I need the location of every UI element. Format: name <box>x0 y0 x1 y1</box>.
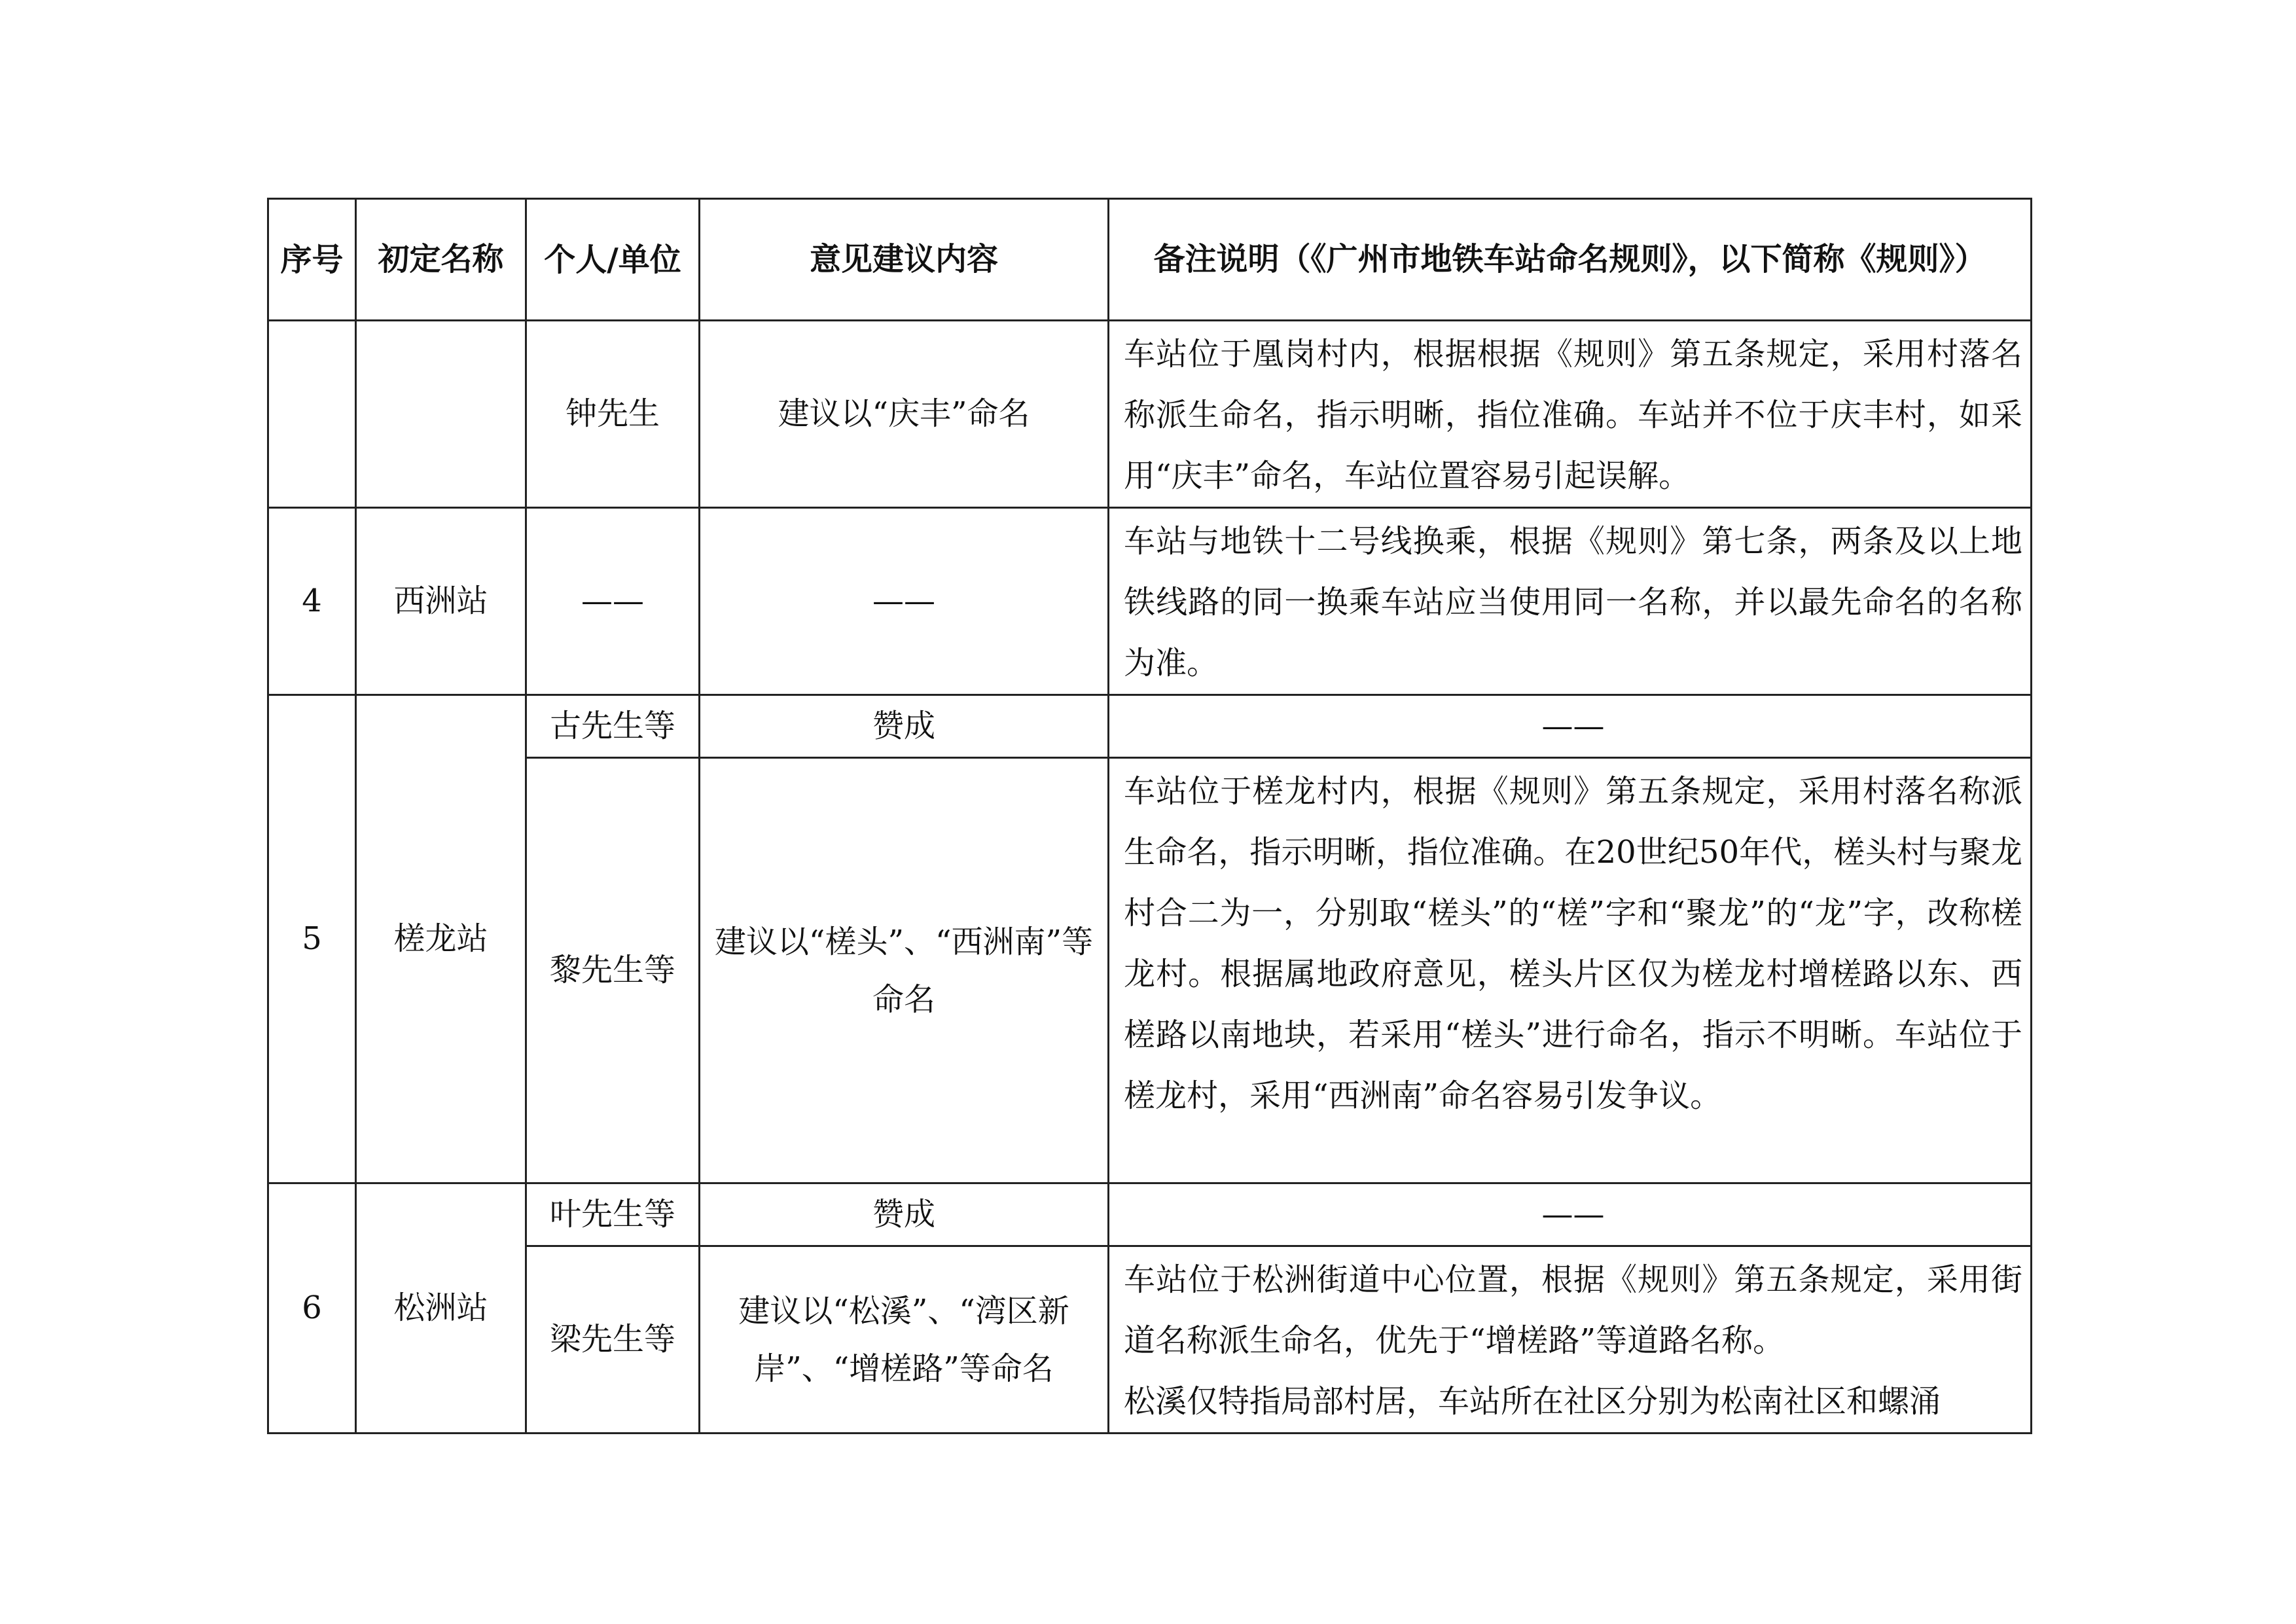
row-name: 西洲站 <box>356 508 526 695</box>
header-opinion: 意见建议内容 <box>700 199 1109 321</box>
row-remark: —— <box>1109 695 2032 758</box>
row-opinion: 建议以“松溪”、“湾区新岸”、“增槎路”等命名 <box>700 1246 1109 1434</box>
row-seq: 5 <box>268 695 356 1183</box>
header-person: 个人/单位 <box>526 199 700 321</box>
table-row <box>268 321 2032 508</box>
header-remark: 备注说明（《广州市地铁车站命名规则》，以下简称《规则》） <box>1109 199 2032 321</box>
row-name: 槎龙站 <box>356 695 526 1183</box>
row-seq: 4 <box>268 508 356 695</box>
row-person: 叶先生等 <box>526 1183 700 1246</box>
row-opinion: 建议以“槎头”、“西洲南”等命名 <box>700 758 1109 1183</box>
header-seq: 序号 <box>268 199 356 321</box>
row-name <box>356 321 526 508</box>
row-person: 古先生等 <box>526 695 700 758</box>
row-person: 钟先生 <box>526 321 700 508</box>
row-remark: 车站与地铁十二号线换乘，根据《规则》第七条，两条及以上地铁线路的同一换乘车站应当使用同一名称，并以最先命名的名称为准。 <box>1109 508 2032 695</box>
row-opinion: —— <box>700 508 1109 695</box>
table-row <box>268 758 2032 1183</box>
row-remark: 车站位于槎龙村内，根据《规则》第五条规定，采用村落名称派生命名，指示明晰，指位准确。在20世纪50年代，槎头村与聚龙村合二为一，分别取“槎头”的“槎”字和“聚龙”的“龙”字，改称槎龙村。根据属地政府意见，槎头片区仅为槎龙村增槎路以东、西槎路以南地块，若采用“槎头”进行命名，指示不明晰。车站位于槎龙村，采用“西洲南”命名容易引发争议。 <box>1109 758 2032 1183</box>
row-seq: 6 <box>268 1183 356 1434</box>
opinion-table <box>267 198 2032 1434</box>
header-name: 初定名称 <box>356 199 526 321</box>
row-name: 松洲站 <box>356 1183 526 1434</box>
table-row <box>268 508 2032 695</box>
table-row <box>268 1183 2032 1246</box>
row-opinion: 建议以“庆丰”命名 <box>700 321 1109 508</box>
row-seq <box>268 321 356 508</box>
row-remark: 车站位于松洲街道中心位置，根据《规则》第五条规定，采用街道名称派生命名，优先于“增槎路”等道路名称。 松溪仅特指局部村居，车站所在社区分别为松南社区和螺涌 <box>1109 1246 2032 1434</box>
table-row <box>268 1246 2032 1434</box>
row-remark: 车站位于凰岗村内，根据根据《规则》第五条规定，采用村落名称派生命名，指示明晰，指位准确。车站并不位于庆丰村，如采用“庆丰”命名，车站位置容易引起误解。 <box>1109 321 2032 508</box>
header-row <box>268 199 2032 321</box>
row-opinion: 赞成 <box>700 695 1109 758</box>
row-person: 梁先生等 <box>526 1246 700 1434</box>
row-person: —— <box>526 508 700 695</box>
table-row <box>268 695 2032 758</box>
row-person: 黎先生等 <box>526 758 700 1183</box>
row-remark: —— <box>1109 1183 2032 1246</box>
row-opinion: 赞成 <box>700 1183 1109 1246</box>
